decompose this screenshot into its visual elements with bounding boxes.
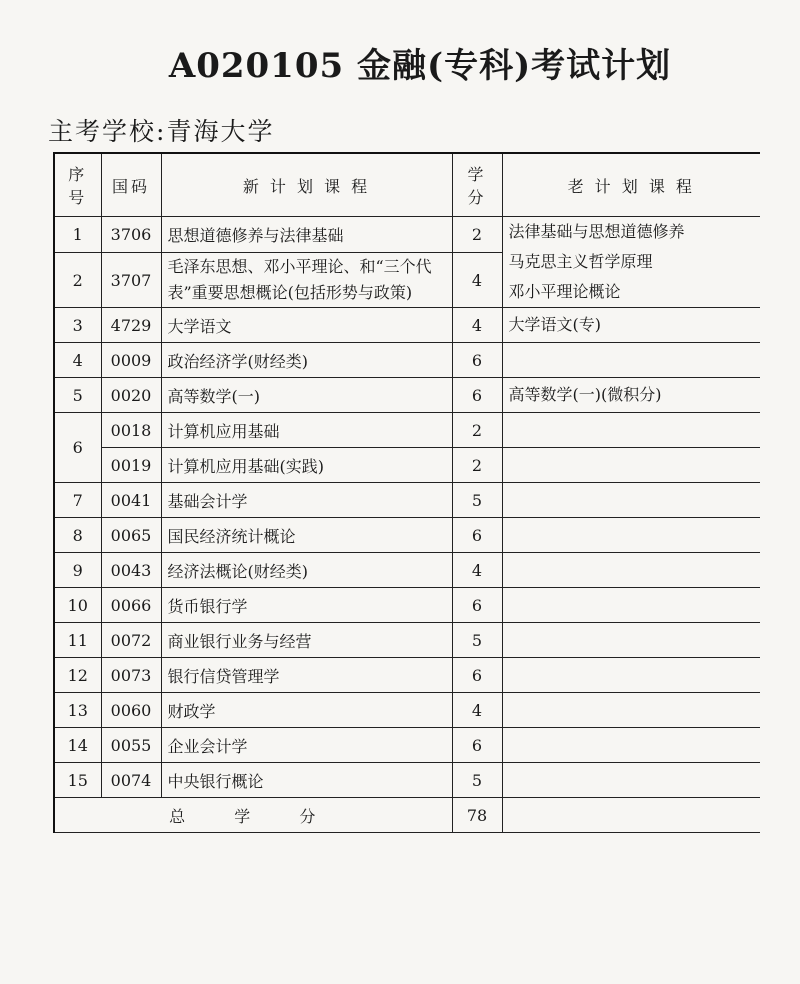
row-old-course — [502, 588, 760, 623]
table-row — [54, 658, 760, 693]
page-title: A020105 金融(专科)考试计划 — [168, 46, 672, 86]
old-course-line: 邓小平理论概论 — [508, 282, 621, 301]
row-old-course — [502, 518, 760, 553]
row-code: 0043 — [101, 553, 161, 588]
row-code: 0073 — [101, 658, 161, 693]
table-row — [54, 553, 760, 588]
old-course-line: 马克思主义哲学原理 — [508, 252, 653, 271]
row-credit: 2 — [452, 217, 502, 253]
row-seq: 15 — [54, 763, 101, 798]
row-code: 0018 — [101, 413, 161, 448]
row-code: 3707 — [101, 253, 161, 308]
row-code: 0072 — [101, 623, 161, 658]
row-old-course — [502, 728, 760, 763]
row-old-course — [502, 693, 760, 728]
row-credit: 4 — [452, 308, 502, 343]
row-credit: 5 — [452, 623, 502, 658]
table-row — [54, 588, 760, 623]
row-course: 高等数学(一) — [161, 378, 452, 413]
row-code: 4729 — [101, 308, 161, 343]
school-label: 主考学校: — [48, 117, 167, 146]
table-row — [54, 308, 760, 343]
table-row — [54, 217, 760, 253]
row-course: 计算机应用基础 — [161, 413, 452, 448]
row-course: 政治经济学(财经类) — [161, 343, 452, 378]
total-label: 总 学 分 — [54, 798, 452, 833]
row-credit: 6 — [452, 588, 502, 623]
table-row — [54, 378, 760, 413]
row-course: 中央银行概论 — [161, 763, 452, 798]
row-seq: 7 — [54, 483, 101, 518]
row-old-course: 高等数学(一)(微积分) — [502, 378, 760, 413]
row-code: 0074 — [101, 763, 161, 798]
row-code: 0019 — [101, 448, 161, 483]
row-code: 0041 — [101, 483, 161, 518]
row-course: 货币银行学 — [161, 588, 452, 623]
row-old-course — [502, 763, 760, 798]
row-credit: 6 — [452, 658, 502, 693]
row-seq: 6 — [54, 413, 101, 483]
row-old-course: 大学语文(专) — [502, 308, 760, 343]
row-credit: 5 — [452, 763, 502, 798]
row-course: 企业会计学 — [161, 728, 452, 763]
row-seq: 11 — [54, 623, 101, 658]
exam-plan-table — [53, 152, 760, 833]
row-seq: 5 — [54, 378, 101, 413]
row-course: 银行信贷管理学 — [161, 658, 452, 693]
row-credit: 4 — [452, 553, 502, 588]
row-code: 0060 — [101, 693, 161, 728]
old-course-line: 法律基础与思想道德修养 — [508, 222, 685, 241]
row-old-course — [502, 343, 760, 378]
row-code: 0020 — [101, 378, 161, 413]
row-course: 思想道德修养与法律基础 — [161, 217, 452, 253]
total-old-empty — [502, 798, 760, 833]
row-old-course — [502, 448, 760, 483]
row-credit: 4 — [452, 693, 502, 728]
row-course: 基础会计学 — [161, 483, 452, 518]
row-course: 毛泽东思想、邓小平理论、和“三个代表”重要思想概论(包括形势与政策) — [161, 253, 452, 308]
header-credit: 学分 — [452, 153, 502, 217]
school-name: 青海大学 — [166, 117, 275, 146]
row-credit: 4 — [452, 253, 502, 308]
row-credit: 6 — [452, 728, 502, 763]
row-seq: 3 — [54, 308, 101, 343]
row-code: 0066 — [101, 588, 161, 623]
row-course: 国民经济统计概论 — [161, 518, 452, 553]
row-old-course — [502, 658, 760, 693]
row-code: 0055 — [101, 728, 161, 763]
row-credit: 5 — [452, 483, 502, 518]
header-new-course: 新 计 划 课 程 — [161, 153, 452, 217]
row-old-course — [502, 483, 760, 518]
row-course: 大学语文 — [161, 308, 452, 343]
table-row — [54, 518, 760, 553]
row-credit: 6 — [452, 343, 502, 378]
table-row — [54, 483, 760, 518]
row-old-course — [502, 623, 760, 658]
table-header-row — [54, 153, 760, 217]
row-seq: 13 — [54, 693, 101, 728]
table-row — [54, 413, 760, 448]
school-line — [48, 112, 274, 148]
row-code: 3706 — [101, 217, 161, 253]
old-course-block — [502, 217, 760, 308]
row-credit: 6 — [452, 518, 502, 553]
table-row — [54, 693, 760, 728]
row-code: 0009 — [101, 343, 161, 378]
table-row — [54, 728, 760, 763]
row-seq: 8 — [54, 518, 101, 553]
row-course: 财政学 — [161, 693, 452, 728]
total-credit: 78 — [452, 798, 502, 833]
row-old-course — [502, 413, 760, 448]
row-credit: 6 — [452, 378, 502, 413]
table-row — [54, 763, 760, 798]
row-seq: 14 — [54, 728, 101, 763]
table-row — [54, 623, 760, 658]
row-code: 0065 — [101, 518, 161, 553]
row-old-course — [502, 553, 760, 588]
table-row — [54, 343, 760, 378]
row-seq: 1 — [54, 217, 101, 253]
header-seq: 序号 — [54, 153, 101, 217]
row-course: 计算机应用基础(实践) — [161, 448, 452, 483]
row-seq: 4 — [54, 343, 101, 378]
row-credit: 2 — [452, 448, 502, 483]
row-seq: 2 — [54, 253, 101, 308]
row-seq: 12 — [54, 658, 101, 693]
header-code: 国码 — [101, 153, 161, 217]
row-course: 商业银行业务与经营 — [161, 623, 452, 658]
table-row — [54, 448, 760, 483]
row-credit: 2 — [452, 413, 502, 448]
row-course: 经济法概论(财经类) — [161, 553, 452, 588]
row-seq: 9 — [54, 553, 101, 588]
header-old-course: 老 计 划 课 程 — [502, 153, 760, 217]
total-row — [54, 798, 760, 833]
row-seq: 10 — [54, 588, 101, 623]
